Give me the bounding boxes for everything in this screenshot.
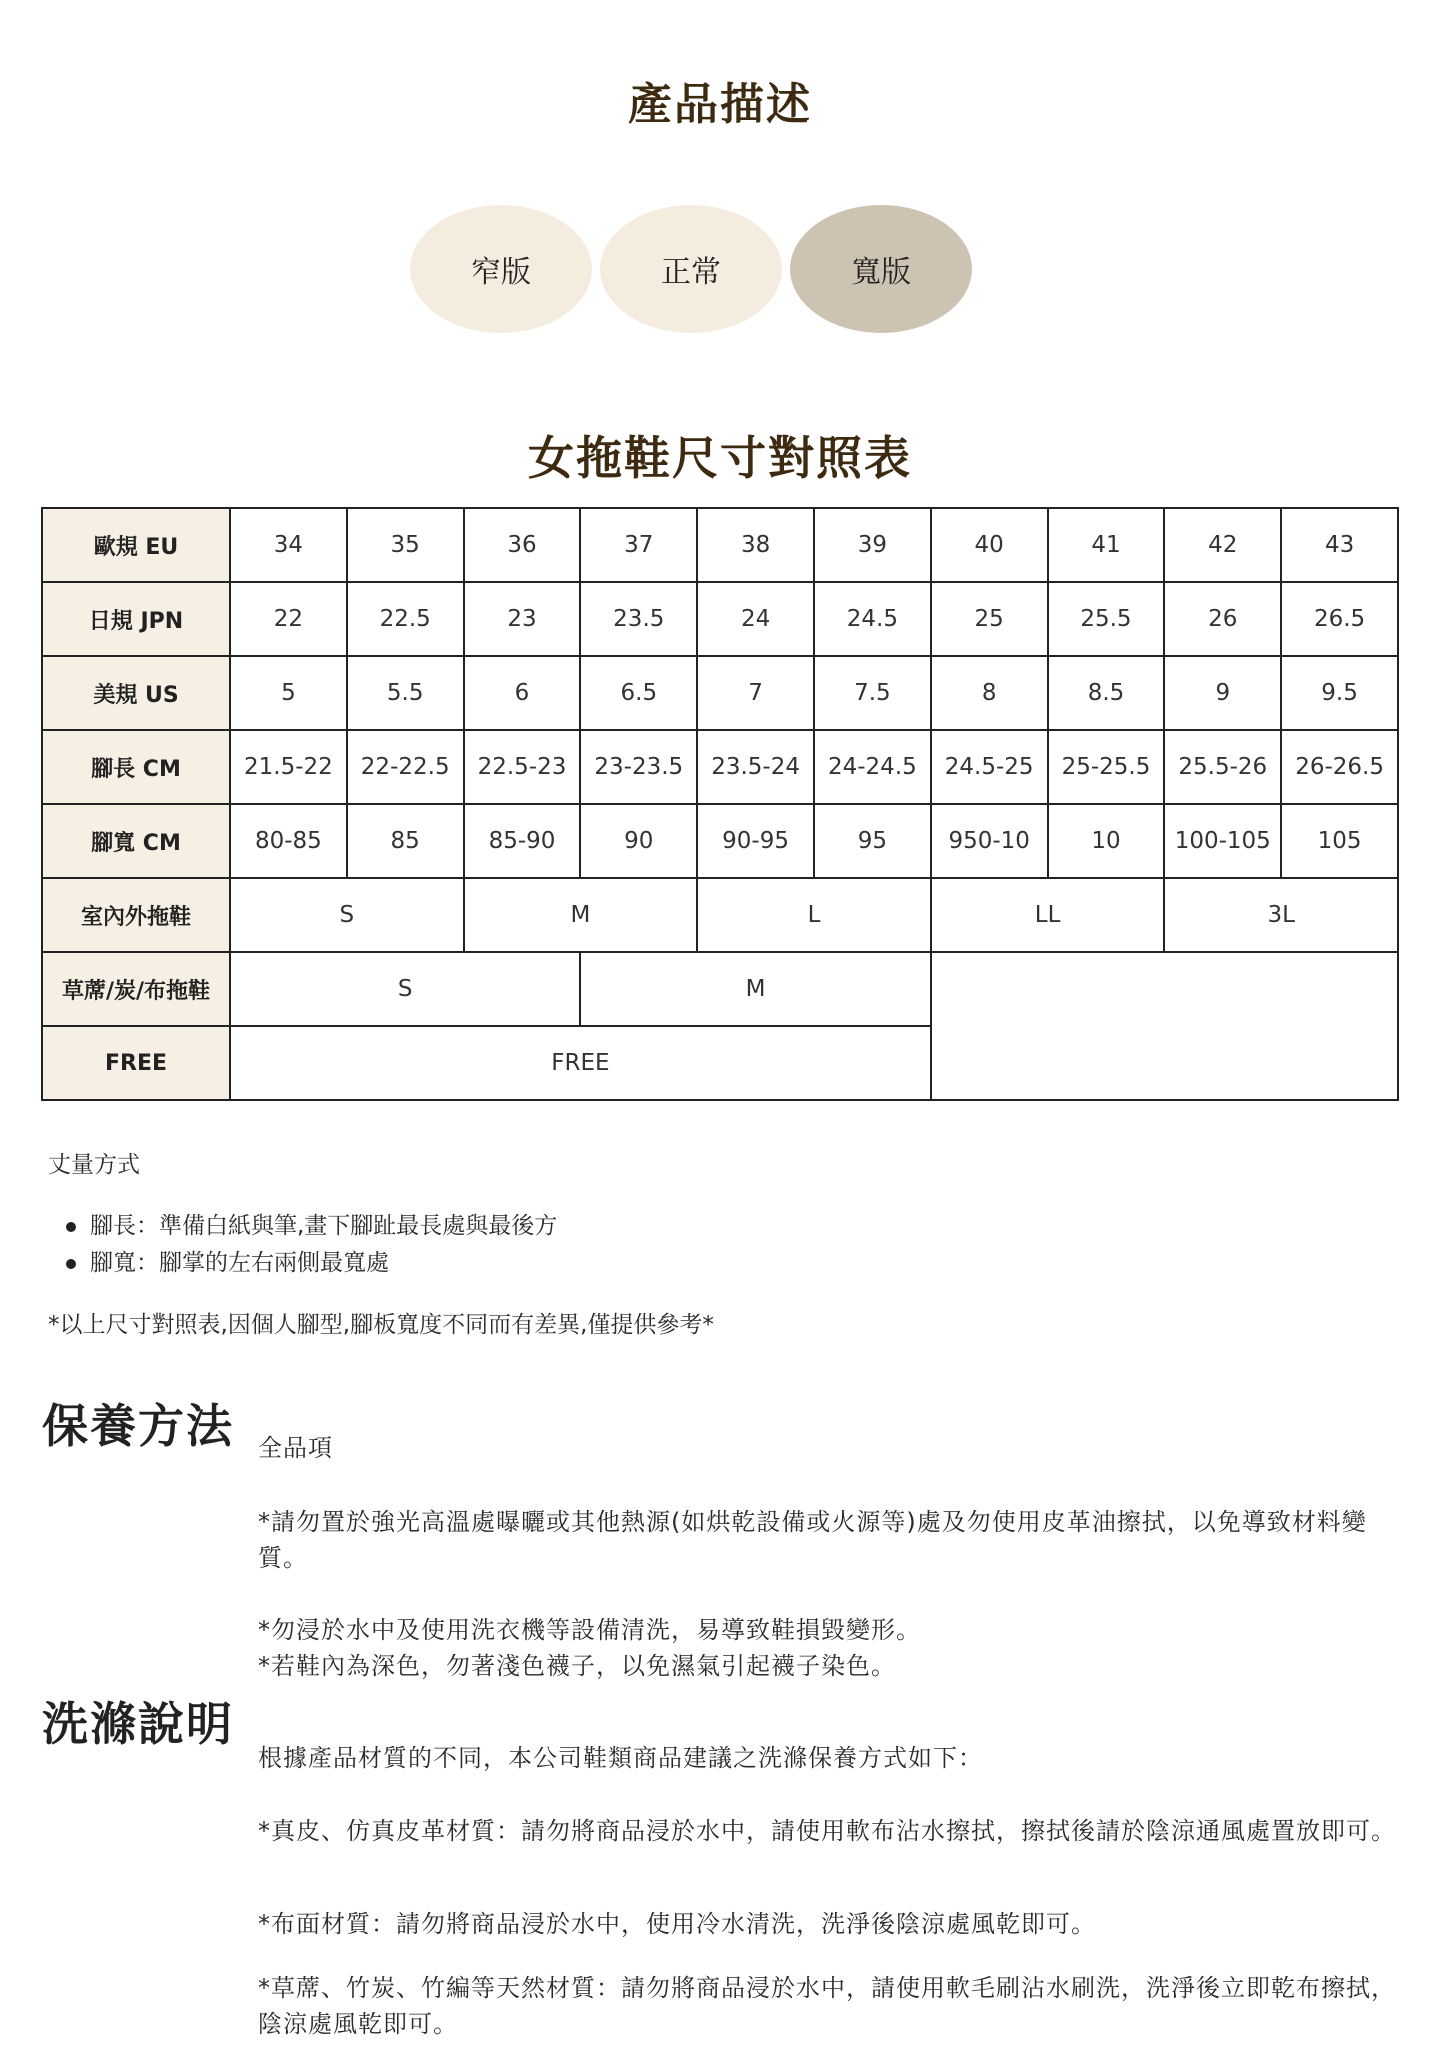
list-item: 腳寬：腳掌的左右兩側最寬處 xyxy=(48,1245,557,1282)
table-row xyxy=(42,656,1398,730)
table-cell: 9 xyxy=(1164,656,1281,730)
fit-option-wide[interactable]: 寬版 xyxy=(790,205,972,333)
care-title: 保養方法 xyxy=(42,1399,234,1453)
table-cell: 23 xyxy=(464,582,581,656)
table-cell: 24.5-25 xyxy=(931,730,1048,804)
table-cell: FREE xyxy=(230,1026,931,1100)
table-cell: 38 xyxy=(697,508,814,582)
table-cell: 41 xyxy=(1048,508,1165,582)
table-cell: LL xyxy=(931,878,1165,952)
table-cell: 95 xyxy=(814,804,931,878)
table-cell: 5.5 xyxy=(347,656,464,730)
table-cell: 6.5 xyxy=(580,656,697,730)
table-cell: 24-24.5 xyxy=(814,730,931,804)
wash-paragraph: *草蓆、竹炭、竹編等天然材質：請勿將商品浸於水中，請使用軟毛刷沾水刷洗，洗淨後立即乾布擦拭，陰涼處風乾即可。 xyxy=(258,1974,1396,2038)
measure-title: 丈量方式 xyxy=(48,1152,140,1178)
row-header: 腳寬 CM xyxy=(42,804,230,878)
table-cell: 24 xyxy=(697,582,814,656)
row-header: FREE xyxy=(42,1026,230,1100)
table-cell: 85 xyxy=(347,804,464,878)
table-cell: S xyxy=(230,878,464,952)
fit-option-normal[interactable]: 正常 xyxy=(600,205,782,333)
table-cell: 34 xyxy=(230,508,347,582)
wash-paragraph: *真皮、仿真皮革材質：請勿將商品浸於水中，請使用軟布沾水擦拭，擦拭後請於陰涼通風處置放即可。 xyxy=(258,1817,1396,1845)
table-cell: 35 xyxy=(347,508,464,582)
table-cell: 7 xyxy=(697,656,814,730)
table-cell: 80-85 xyxy=(230,804,347,878)
table-cell: 25.5-26 xyxy=(1164,730,1281,804)
table-row xyxy=(42,878,1398,952)
size-chart-title: 女拖鞋尺寸對照表 xyxy=(528,431,912,485)
table-cell: 9.5 xyxy=(1281,656,1398,730)
table-cell: 23.5 xyxy=(580,582,697,656)
table-row xyxy=(42,730,1398,804)
care-paragraph: *勿浸於水中及使用洗衣機等設備清洗，易導致鞋損毀變形。 xyxy=(258,1616,921,1644)
table-cell: 23-23.5 xyxy=(580,730,697,804)
wash-title: 洗滌說明 xyxy=(42,1697,234,1751)
table-cell: 950-10 xyxy=(931,804,1048,878)
table-cell: 39 xyxy=(814,508,931,582)
table-row xyxy=(42,952,1398,1026)
table-cell: 105 xyxy=(1281,804,1398,878)
table-cell: M xyxy=(580,952,930,1026)
table-cell: 25-25.5 xyxy=(1048,730,1165,804)
table-cell: 23.5-24 xyxy=(697,730,814,804)
care-paragraph: *若鞋內為深色，勿著淺色襪子，以免濕氣引起襪子染色。 xyxy=(258,1652,896,1680)
page-title: 產品描述 xyxy=(628,79,812,130)
row-header: 美規 US xyxy=(42,656,230,730)
table-cell: S xyxy=(230,952,580,1026)
table-cell: M xyxy=(464,878,698,952)
row-header: 歐規 EU xyxy=(42,508,230,582)
table-cell: 36 xyxy=(464,508,581,582)
table-cell: 43 xyxy=(1281,508,1398,582)
table-cell: 42 xyxy=(1164,508,1281,582)
table-row xyxy=(42,508,1398,582)
table-cell: 3L xyxy=(1164,878,1398,952)
table-cell: 25 xyxy=(931,582,1048,656)
table-cell: 5 xyxy=(230,656,347,730)
table-cell: 24.5 xyxy=(814,582,931,656)
table-cell: 25.5 xyxy=(1048,582,1165,656)
table-cell: 22-22.5 xyxy=(347,730,464,804)
table-cell: 22.5 xyxy=(347,582,464,656)
table-cell: 37 xyxy=(580,508,697,582)
table-cell: 10 xyxy=(1048,804,1165,878)
care-paragraph: *請勿置於強光高溫處曝曬或其他熱源(如烘乾設備或火源等)處及勿使用皮革油擦拭，以免導致材料變質。 xyxy=(258,1508,1367,1572)
measure-list xyxy=(48,1208,557,1282)
table-cell: 6 xyxy=(464,656,581,730)
table-row xyxy=(42,804,1398,878)
table-row xyxy=(42,582,1398,656)
table-cell: L xyxy=(697,878,931,952)
table-cell: 8.5 xyxy=(1048,656,1165,730)
table-cell: 100-105 xyxy=(1164,804,1281,878)
table-cell: 22.5-23 xyxy=(464,730,581,804)
table-cell: 8 xyxy=(931,656,1048,730)
table-cell: 22 xyxy=(230,582,347,656)
row-header: 室內外拖鞋 xyxy=(42,878,230,952)
empty-cell xyxy=(931,952,1398,1100)
care-subtitle: 全品項 xyxy=(258,1434,333,1462)
table-cell: 26 xyxy=(1164,582,1281,656)
table-cell: 7.5 xyxy=(814,656,931,730)
wash-intro: 根據產品材質的不同，本公司鞋類商品建議之洗滌保養方式如下： xyxy=(258,1744,983,1772)
fit-option-narrow[interactable]: 窄版 xyxy=(410,205,592,333)
table-cell: 21.5-22 xyxy=(230,730,347,804)
table-cell: 40 xyxy=(931,508,1048,582)
table-cell: 90 xyxy=(580,804,697,878)
list-item: 腳長：準備白紙與筆,畫下腳趾最長處與最後方 xyxy=(48,1208,557,1245)
row-header: 草蓆/炭/布拖鞋 xyxy=(42,952,230,1026)
table-cell: 26.5 xyxy=(1281,582,1398,656)
size-note: *以上尺寸對照表,因個人腳型,腳板寬度不同而有差異,僅提供參考* xyxy=(48,1312,714,1338)
table-cell: 26-26.5 xyxy=(1281,730,1398,804)
row-header: 腳長 CM xyxy=(42,730,230,804)
table-cell: 85-90 xyxy=(464,804,581,878)
wash-paragraph: *布面材質：請勿將商品浸於水中，使用冷水清洗，洗淨後陰涼處風乾即可。 xyxy=(258,1910,1096,1938)
size-chart-table xyxy=(41,507,1399,1101)
row-header: 日規 JPN xyxy=(42,582,230,656)
table-cell: 90-95 xyxy=(697,804,814,878)
